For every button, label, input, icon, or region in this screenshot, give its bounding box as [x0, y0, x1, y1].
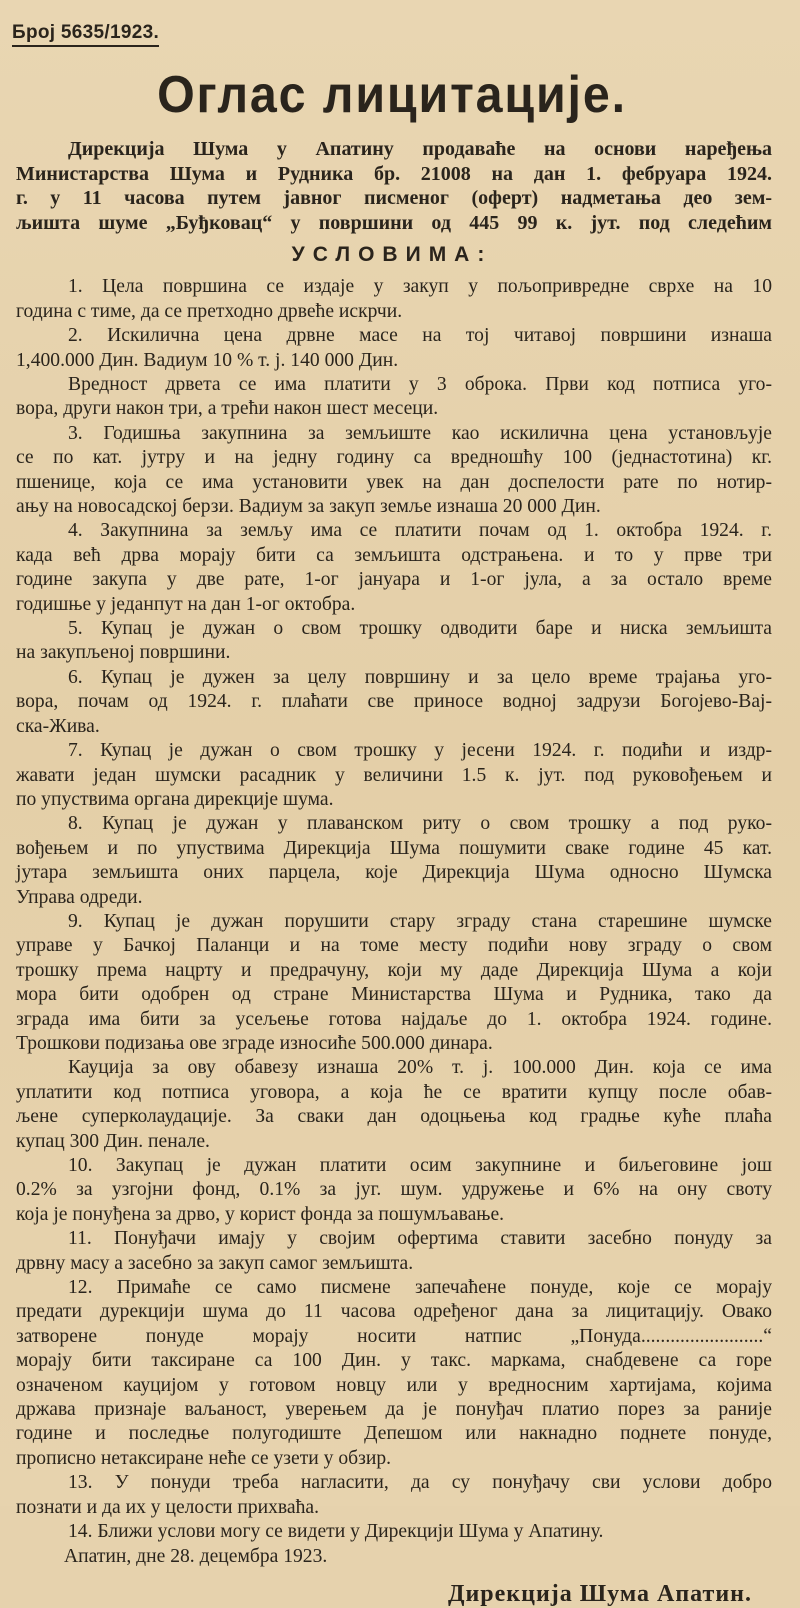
condition-paragraph	[16, 617, 772, 666]
condition-line: 8. Купац је дужан у плаванском риту о свом трошку а под руко-	[68, 813, 772, 835]
condition-line: Вредност дрвета се има платити у 3 оброка. Први код потписа уго-	[68, 374, 772, 395]
condition-line: 0.2% за узгојни фонд, 0.1% за југ. шум. удружење и 6% на ону своту	[16, 1179, 772, 1201]
condition-line: означеном кауцијом у готовом новцу или у вредносним хартијама, којима	[16, 1374, 772, 1396]
condition-line: вора, други након три, а трећи након шест месеци.	[16, 398, 439, 420]
condition-line: управе у Бачкој Паланци и на томе месту подићи нову зграду о свом	[16, 935, 772, 957]
condition-line: мора бити одобрен од стране Министарства Шума и Рудника, тако да	[16, 984, 772, 1006]
condition-line: на закупљеној површини.	[16, 642, 231, 664]
condition-line: 3. Годишња закупнина за земљиште као искилична цена установљује	[68, 422, 772, 444]
condition-paragraph	[16, 812, 772, 910]
condition-paragraph	[16, 666, 772, 739]
condition-line: када већ дрва морају бити са земљишта одстрањена. и то у прве три	[16, 544, 772, 566]
intro-line: Министарства Шума и Рудника бр. 21008 на дан 1. фебруара 1924.	[16, 162, 772, 185]
condition-line: 9. Купац је дужан порушити стару зграду стана старешине шумске	[68, 910, 772, 932]
condition-line: 5. Купац је дужан о свом трошку одводити баре и ниска земљишта	[68, 618, 772, 640]
condition-paragraph	[16, 1520, 772, 1544]
condition-line: пшенице, која се има установити увек на дан доспелости рате по нотир-	[16, 471, 772, 493]
intro-line: г. у 11 часова путем јавног писменог (оферт) надметања део зем-	[16, 187, 772, 210]
condition-line: 13. У понуди треба нагласити, да су понуђачу сви услови добро	[68, 1472, 772, 1494]
reference-number: Број 5635/1923.	[12, 22, 159, 47]
condition-paragraph	[16, 739, 772, 812]
condition-line: године и последње полугодиште Депешом или накнадно поднете понуде,	[16, 1423, 772, 1445]
condition-line: купац 300 Дин. пенале.	[16, 1130, 210, 1152]
condition-line: ска-Жива.	[16, 715, 100, 737]
condition-line: годишње у једанпут на дан 1-ог октобра.	[16, 593, 356, 615]
condition-line: јутара земљишта оних парцела, које Дирекција Шума односно Шумска	[16, 862, 772, 884]
condition-paragraph	[16, 373, 772, 422]
condition-paragraph	[16, 1276, 772, 1471]
condition-line: Трошкови подизања ове зграде износиће 500.000 динара.	[16, 1032, 493, 1054]
conditions-body	[12, 275, 772, 1544]
condition-line: зграда има бити за усељење готова најдаље до 1. октобра 1924. године.	[16, 1008, 772, 1030]
condition-line: вођењем и по упуствима Дирекција Шума пошумити сваке године 45 кат.	[16, 837, 772, 859]
intro-paragraph	[12, 137, 772, 235]
condition-line: трошку према нацрту и предрачуну, који му даде Дирекција Шума а који	[16, 959, 772, 981]
condition-line: уплатити код потписа уговора, а која ће се вратити купцу после обав-	[16, 1081, 772, 1103]
condition-line: Управа одреди.	[16, 886, 143, 908]
condition-line: 7. Купац је дужан о свом трошку у јесени 1924. г. подићи и издр-	[68, 740, 772, 762]
condition-paragraph	[16, 324, 772, 373]
condition-line: љене суперколаудације. За сваки дан одоцњења код градње куће плаћа	[16, 1106, 772, 1128]
condition-line: година с тиме, да се претходно дрвеће искрчи.	[16, 300, 403, 322]
conditions-heading: УСЛОВИМА:	[291, 243, 493, 267]
intro-line: љишта шуме „Буђковац“ у површини од 445 99 к. јут. под следећим	[16, 211, 772, 234]
condition-line: Кауција за ову обавезу изнаша 20% т. ј. 100.000 Дин. која се има	[68, 1057, 772, 1079]
condition-paragraph	[16, 519, 772, 617]
condition-paragraph	[16, 1056, 772, 1154]
condition-line: 1,400.000 Дин. Вадиум 10 % т. ј. 140 000 Дин.	[16, 349, 399, 371]
intro-line: Дирекција Шума у Апатину продаваће на основи наређења	[68, 138, 772, 160]
condition-line: године закупа у две рате, 1-ог јануара и 1-ог јула, а за остало време	[16, 569, 772, 591]
condition-line: 2. Искилична цена дрвне масе на тој читавој површини изнаша	[68, 325, 772, 347]
condition-line: предати дурекцији шума до 11 часова одређеног дана за лицитацију. Овако	[16, 1301, 772, 1323]
condition-line: затворене понуде морају носити натпис „Понуда.........................“	[16, 1325, 772, 1347]
place-date: Апатин, дне 28. децембра 1923.	[64, 1545, 328, 1567]
condition-line: се по кат. јутру и на једну годину са вредношћу 100 (једнастотина) кг.	[16, 447, 772, 469]
condition-line: по упуствима органа дирекције шума.	[16, 788, 334, 810]
condition-line: 14. Ближи услови могу се видети у Дирекцији Шума у Апатину.	[68, 1521, 604, 1543]
condition-paragraph	[16, 910, 772, 1056]
condition-line: дрвну масу а засебно за закуп самог земљишта.	[16, 1252, 414, 1274]
condition-line: држава признаје ваљаност, уверењем да је понуђач платио порез за раније	[16, 1399, 772, 1421]
condition-line: 4. Закупнина за земљу има се платити почам од 1. октобра 1924. г.	[68, 520, 772, 542]
condition-line: 11. Понуђачи имају у својим офертима ставити засебно понуду за	[68, 1228, 772, 1250]
condition-paragraph	[16, 1154, 772, 1227]
condition-paragraph	[16, 1471, 772, 1520]
condition-line: 6. Купац је дужен за целу површину и за цело време трајања уго-	[68, 666, 772, 688]
condition-paragraph	[16, 275, 772, 324]
page-title: Оглас лицитације.	[157, 66, 627, 124]
condition-line: морају бити таксиране са 100 Дин. у такс. маркама, снабдевене са горе	[16, 1350, 772, 1372]
condition-line: 10. Закупац је дужан платити осим закупнине и биљеговине још	[68, 1155, 772, 1176]
condition-line: 12. Примаће се само писмене запечаћене понуде, које се морају	[68, 1277, 772, 1299]
condition-paragraph	[16, 1227, 772, 1276]
condition-paragraph	[16, 422, 772, 520]
condition-line: познати и да их у целости прихваћа.	[16, 1496, 320, 1518]
signature: Дирекција Шума Апатин.	[447, 1580, 752, 1607]
condition-line: жавати један шумски расадник у величини 1.5 к. јут. под руковођењем и	[16, 764, 772, 786]
condition-line: прописно нетаксиране неће се узети у обзир.	[16, 1447, 392, 1469]
condition-line: ању на новосадској берзи. Вадиум за закуп земље изнаша 20 000 Дин.	[16, 496, 601, 518]
condition-line: која је понуђена за дрво, у корист фонда за пошумљавање.	[16, 1203, 505, 1225]
condition-line: вора, почам од 1924. г. плаћати све приносе водној задрузи Богојево-Вај-	[16, 691, 772, 713]
condition-line: 1. Цела површина се издаје у закуп у пољопривредне сврхе на 10	[68, 276, 772, 298]
